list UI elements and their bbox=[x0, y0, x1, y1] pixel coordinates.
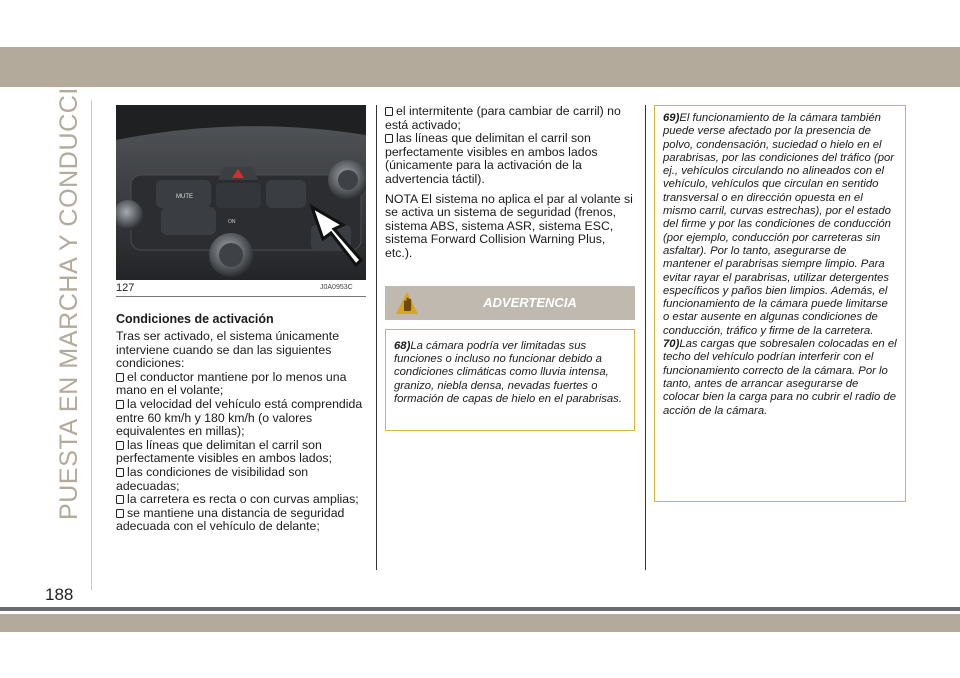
note-paragraph: NOTA El sistema no aplica el par al volante si se activa un sistema de seguridad (frenos, sistema ABS, sistema ASR, sistema ESC, sistema Forward Collision Warning Plus, etc.). bbox=[385, 191, 633, 260]
checkbox-bullet-icon bbox=[385, 134, 393, 143]
note-text: El funcionamiento de la cámara también puede verse afectado por la presencia de polvo, condensación, suciedad o hielo en el parabrisas, por las condiciones del tráfico (por ej., vehículos circulando no alineados con el vehículo, vehículos que circulan en sentido transversal o en dirección opuesta en el mismo carril, curvas estrechas), por el estado del firme y por las condiciones de conducción (por ejemplo, conducción por carreteras sin asfaltar). Por lo tanto, asegurarse de mantener el parabrisas siempre limpio. Para evitar rayar el parabrisas, utilizar detergentes específicos y paños bien limpios. Además, el funcionamiento de la cámara puede limitarse o estar ausente en algunas condiciones de conducción, tráfico y firme de la carretera. bbox=[663, 112, 895, 337]
list-item-text: se mantiene una distancia de seguridad adecuada con el vehículo de delante; bbox=[116, 505, 345, 534]
note-item bbox=[663, 112, 897, 338]
list-item bbox=[116, 493, 366, 507]
intro-paragraph: Tras ser activado, el sistema únicamente interviene cuando se dan las siguientes condiciones: bbox=[116, 329, 340, 371]
checkbox-bullet-icon bbox=[116, 468, 124, 477]
section-divider bbox=[91, 100, 92, 590]
column-2 bbox=[385, 105, 635, 267]
list-item bbox=[116, 371, 366, 398]
list-item bbox=[385, 105, 635, 132]
list-item bbox=[116, 398, 366, 439]
header-band bbox=[0, 47, 960, 87]
figure-photo bbox=[116, 105, 366, 280]
column-divider bbox=[645, 105, 646, 570]
column-1 bbox=[116, 330, 366, 534]
figure-code: J0A0953C bbox=[320, 284, 353, 291]
list-item bbox=[116, 507, 366, 534]
footer-band bbox=[0, 614, 960, 632]
warning-header bbox=[385, 286, 635, 320]
warning-title: ADVERTENCIA bbox=[483, 295, 577, 310]
warning-box bbox=[385, 329, 635, 431]
page-number: 188 bbox=[45, 585, 74, 604]
list-item-text: las condiciones de visibilidad son adecuadas; bbox=[116, 464, 309, 493]
checkbox-bullet-icon bbox=[116, 441, 124, 450]
checkbox-bullet-icon bbox=[116, 495, 124, 504]
note-number: 70) bbox=[663, 338, 680, 351]
dashboard-controls-image bbox=[116, 105, 366, 280]
note-number: 68) bbox=[394, 340, 411, 352]
checkbox-bullet-icon bbox=[116, 509, 124, 518]
list-item bbox=[116, 466, 366, 493]
list-item-text: el intermitente (para cambiar de carril) no está activado; bbox=[385, 104, 621, 132]
list-item-text: el conductor mantiene por lo menos una mano en el volante; bbox=[116, 369, 347, 398]
list-item bbox=[116, 439, 366, 466]
warning-text: La cámara podría ver limitadas sus funciones o incluso no funcionar debido a condiciones climáticas como lluvia intensa, granizo, niebla densa, nevadas fuertes o formación de capas de hielo en el parabrisas. bbox=[394, 340, 622, 405]
footer-rule bbox=[0, 607, 960, 611]
list-item-text: la carretera es recta o con curvas amplias; bbox=[127, 492, 359, 507]
figure-number: 127 bbox=[116, 282, 135, 294]
note-text: Las cargas que sobresalen colocadas en el techo del vehículo podrían interferir con el funcionamiento correcto de la cámara. Por lo tanto, antes de arrancar asegurarse de colocar bien la carga para no cubrir el radio de acción de la cámara. bbox=[663, 338, 897, 417]
list-item-text: las líneas que delimitan el carril son perfectamente visibles en ambos lados; bbox=[116, 437, 332, 466]
column-divider bbox=[376, 105, 377, 570]
figure-caption-rule bbox=[116, 296, 366, 297]
section-heading: Condiciones de activación bbox=[116, 312, 274, 326]
photo-label-mute: MUTE bbox=[176, 194, 193, 200]
checkbox-bullet-icon bbox=[116, 400, 124, 409]
photo-label-on: ON bbox=[228, 219, 236, 225]
note-item bbox=[663, 338, 897, 418]
notes-box bbox=[654, 105, 906, 502]
list-item-text: la velocidad del vehículo está comprendida entre 60 km/h y 180 km/h (o valores equivalentes en millas); bbox=[116, 396, 363, 439]
warning-hand-icon bbox=[395, 291, 419, 315]
list-item-text: las líneas que delimitan el carril son perfectamente visibles en ambos lados (únicamente para la activación de la advertencia táctil). bbox=[385, 131, 598, 186]
note-number: 69) bbox=[663, 112, 680, 124]
checkbox-bullet-icon bbox=[116, 373, 124, 382]
list-item bbox=[385, 132, 635, 186]
checkbox-bullet-icon bbox=[385, 107, 393, 116]
section-title: PUESTA EN MARCHA Y CONDUCCIÓN bbox=[55, 48, 83, 520]
